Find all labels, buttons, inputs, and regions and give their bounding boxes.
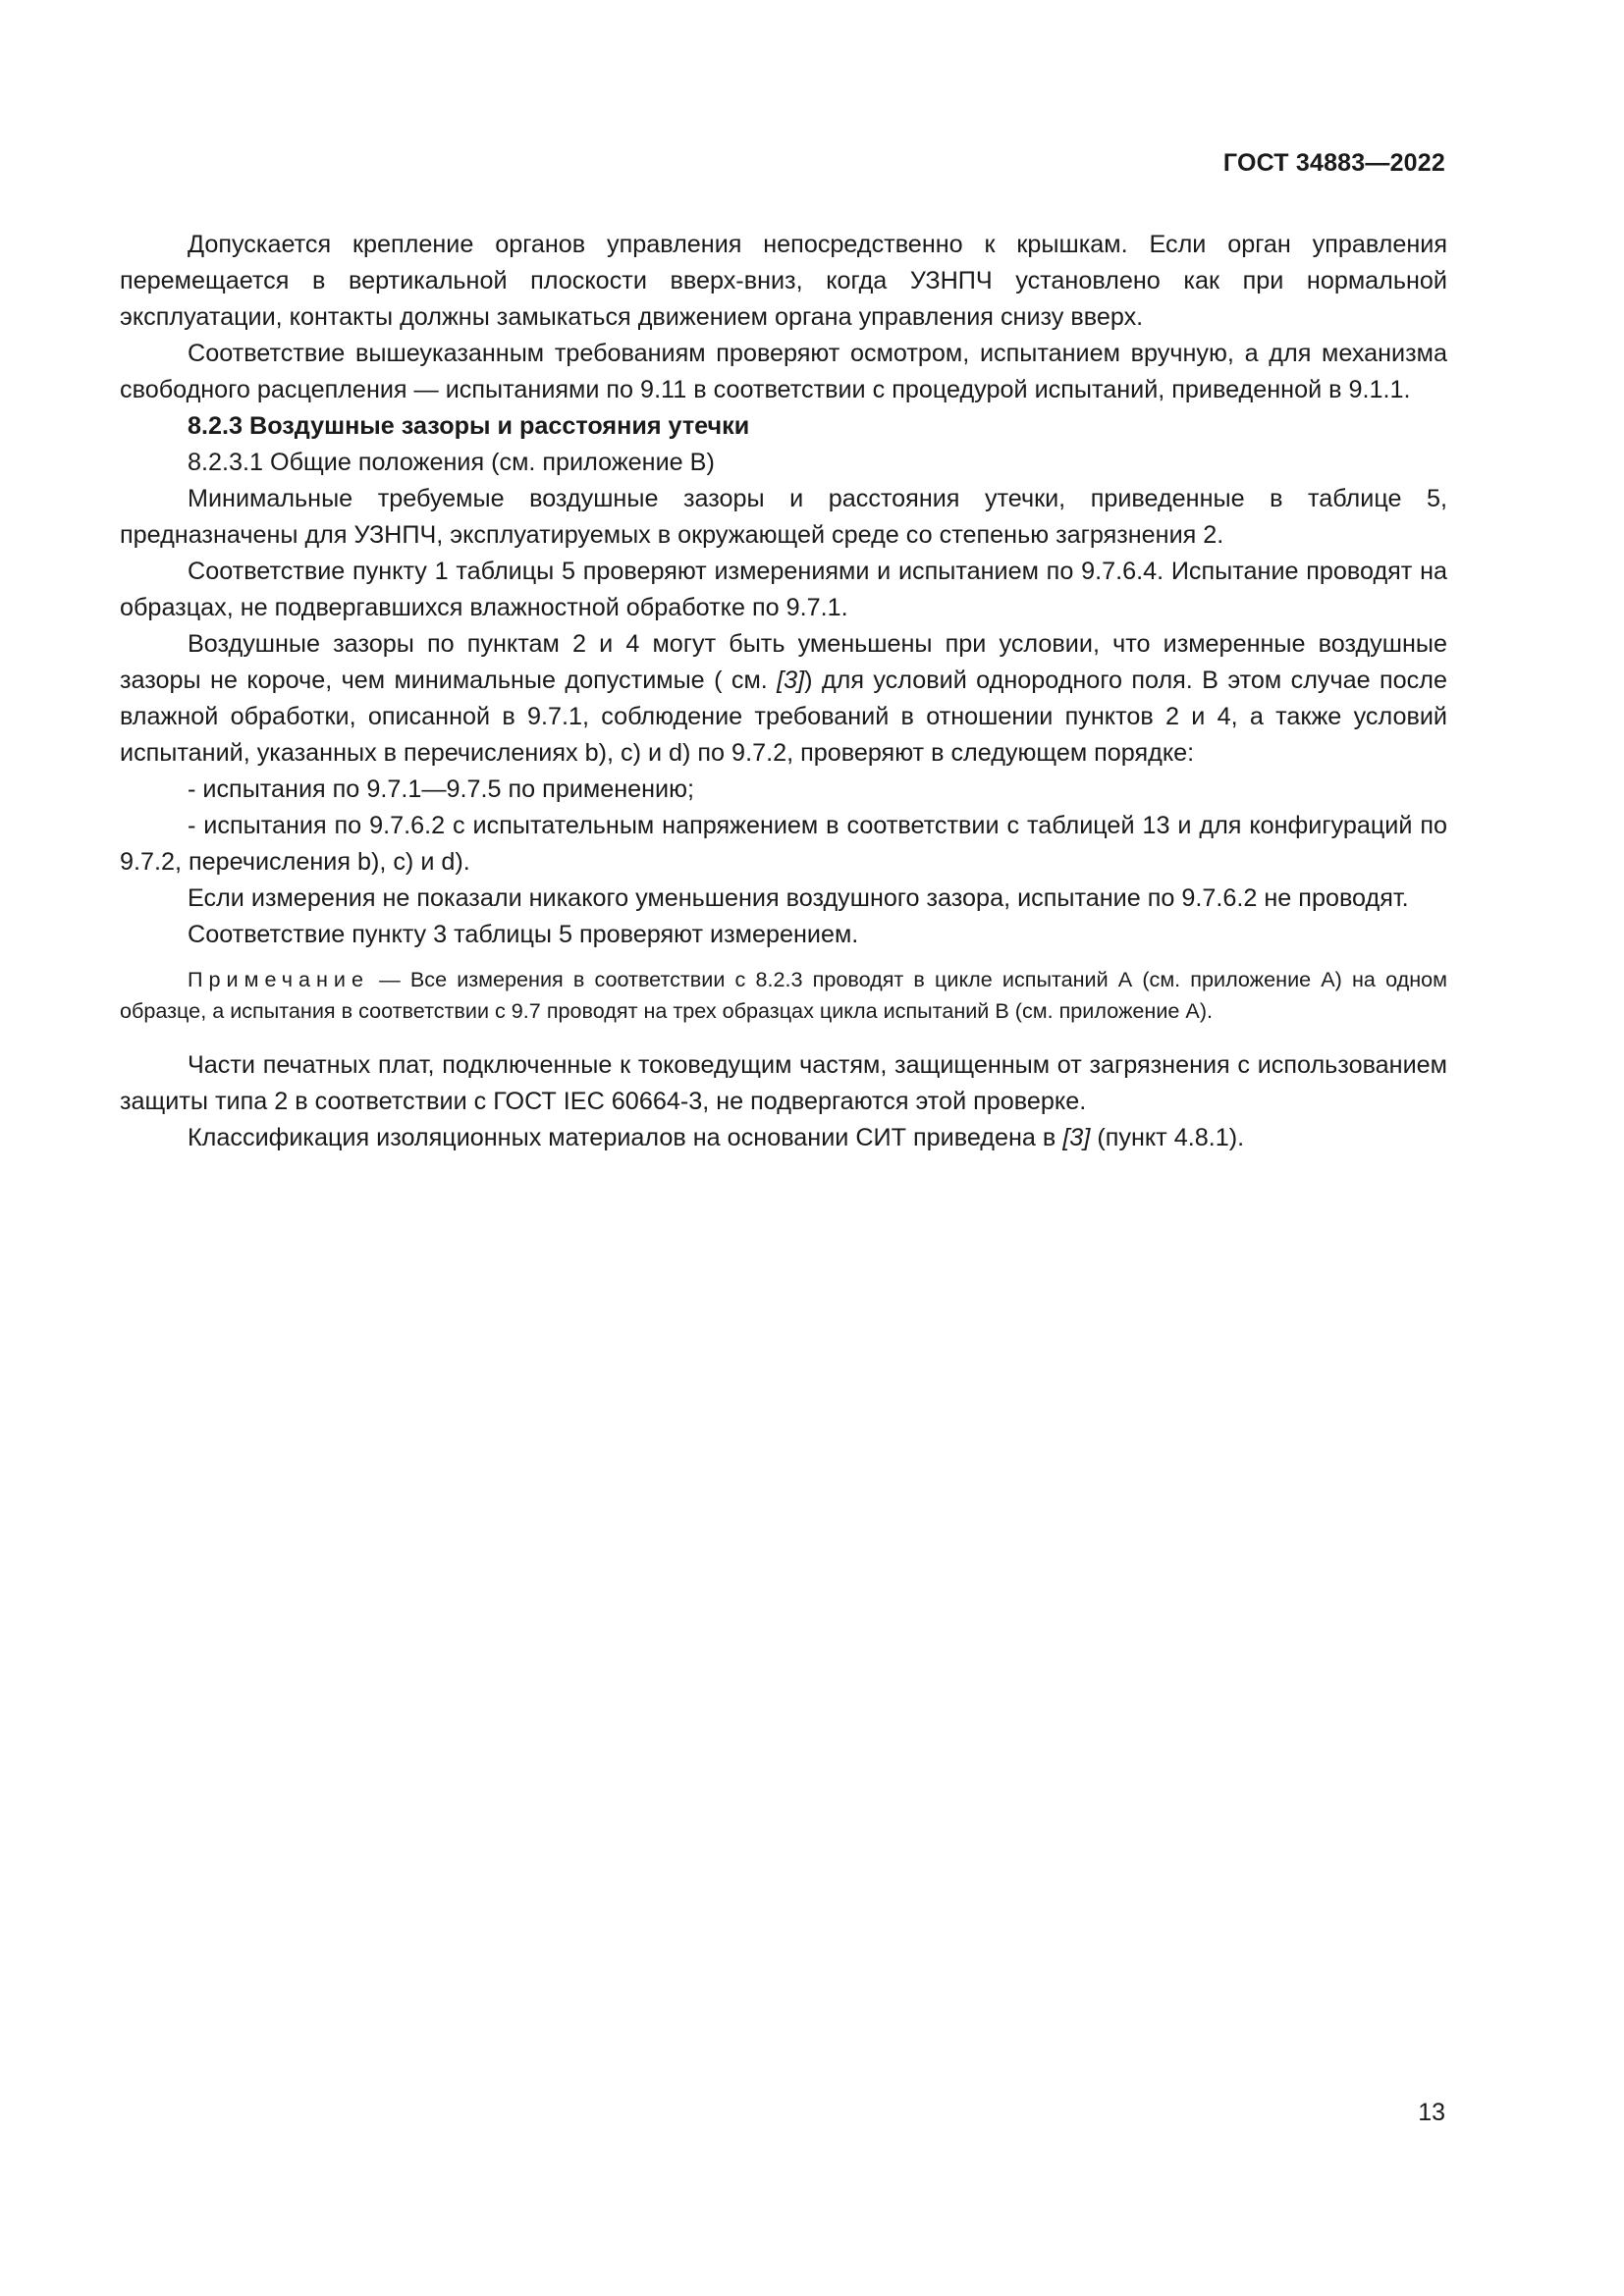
- note-text: — Все измерения в соответствии с 8.2.3 проводят в цикле испытаний А (см. приложение А) на одном образце, а испытания в соответствии с 9.7 проводят на трех образцах цикла испытаний В (см. приложение А).: [120, 967, 1447, 1023]
- paragraph-reduced-clearances-part-1: Воздушные зазоры по пунктам 2 и 4 могут быть уменьшены при условии, что измеренные воздушные зазоры не короче, чем минимальные допустимые ( см.: [120, 630, 1447, 694]
- subsection-title-8-2-3-1: 8.2.3.1 Общие положения (см. приложение В): [188, 449, 715, 476]
- list-item: - испытания по 9.7.6.2 с испытательным напряжением в соответствии с таблицей 13 и для конфигураций по 9.7.2, перечисления b), c) и d).: [120, 812, 1447, 876]
- page-body: [120, 227, 1447, 1156]
- paragraph-printed-boards: Части печатных плат, подключенные к токоведущим частям, защищенным от загрязнения с использованием защиты типа 2 в соответствии с ГОСТ IEC 60664-3, не подвергаются этой проверке.: [120, 1051, 1447, 1115]
- paragraph-compliance-inspection: Соответствие вышеуказанным требованиям проверяют осмотром, испытанием вручную, а для механизма свободного расцепления — испытаниями по 9.11 в соответствии с процедурой испытаний, приведенной в 9.1.1.: [120, 340, 1447, 403]
- paragraph-material-classification-part-1: Классификация изоляционных материалов на основании СИТ приведена в: [188, 1124, 1063, 1151]
- page-number: 13: [1418, 2099, 1445, 2126]
- document-code: ГОСТ 34883—2022: [1222, 149, 1445, 177]
- list-item: - испытания по 9.7.1—9.7.5 по применению;: [188, 775, 695, 803]
- section-heading-8-2-3: 8.2.3 Воздушные зазоры и расстояния утечки: [188, 412, 750, 440]
- paragraph-material-classification: [120, 1120, 1447, 1156]
- paragraph-compliance-item-1: Соответствие пункту 1 таблицы 5 проверяют измерениями и испытанием по 9.7.6.4. Испытание проводят на образцах, не подвергавшихся влажностной обработке по 9.7.1.: [120, 558, 1447, 621]
- paragraph-no-reduction: Если измерения не показали никакого уменьшения воздушного зазора, испытание по 9.7.6.2 не проводят.: [188, 884, 1409, 912]
- paragraph-compliance-item-3: Соответствие пункту 3 таблицы 5 проверяют измерением.: [188, 921, 859, 948]
- paragraph-controls-mounting: Допускается крепление органов управления непосредственно к крышкам. Если орган управления перемещается в вертикальной плоскости вверх-вниз, когда УЗНПЧ установлено как при нормальной эксплуатации, контакты должны замыкаться движением органа управления снизу вверх.: [120, 231, 1447, 331]
- paragraph-min-clearances: Минимальные требуемые воздушные зазоры и расстояния утечки, приведенные в таблице 5, предназначены для УЗНПЧ, эксплуатируемых в окружающей среде со степенью загрязнения 2.: [120, 485, 1447, 549]
- paragraph-reduced-clearances: [120, 626, 1447, 772]
- reference-link: [3]: [1062, 1124, 1091, 1151]
- note-label: Примечание: [188, 967, 369, 991]
- reference-link: [3]: [777, 667, 805, 694]
- paragraph-material-classification-part-2: (пункт 4.8.1).: [1090, 1124, 1245, 1151]
- paragraph-reduced-clearances-part-2: ) для условий однородного поля. В этом случае после влажной обработки, описанной в 9.7.1, соблюдение требований в отношении пунктов 2 и 4, а также условий испытаний, указанных в перечислениях b), c) и d) по 9.7.2, проверяют в следующем порядке:: [120, 667, 1447, 767]
- note-block: [120, 964, 1447, 1027]
